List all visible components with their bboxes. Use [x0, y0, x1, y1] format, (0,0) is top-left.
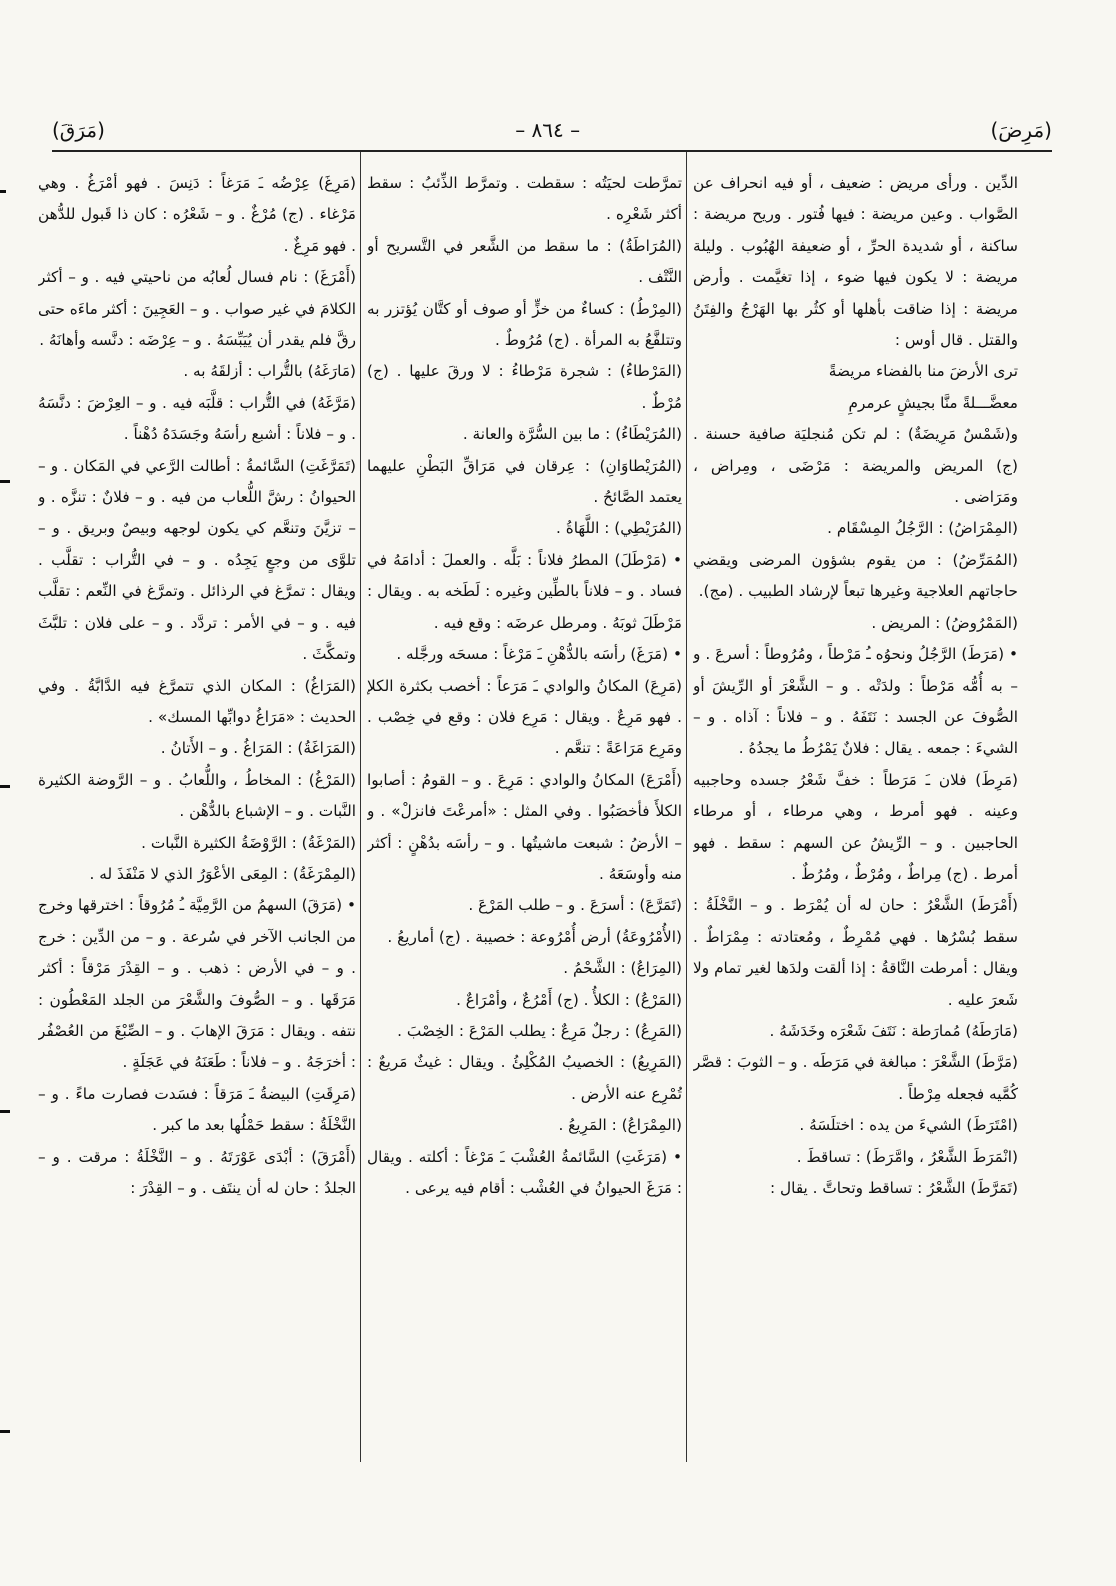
entry-paragraph: (المِرْطُ) : كساءٌ من خزٍّ أو صوف أو كتَّان يُؤتزر به وتتلفَّعُ به المرأة . (ج) مُرُوطٌ . [367, 299, 682, 350]
entry-paragraph: (مَرِقَتِ) البيضةُ ـَ مَرَقاً : فسَدت فصارت ماءً . و – النَّخْلَةُ : سقط حَمْلُها بعد ما كبر . [38, 1084, 356, 1135]
entry-paragraph: معضَّـــلةً منَّا بجيشٍ عرمرمِ [848, 393, 1018, 412]
header-rule [52, 150, 1052, 152]
entry-paragraph: ترى الأرضَ منا بالفضاء مريضةً [828, 362, 1018, 381]
entry-paragraph: (المَرَاغُ) : المكان الذي تتمرَّغ فيه الدَّابَّةُ . وفي الحديث : «مَرَاغُ دوابِّها المسك» . [38, 676, 356, 726]
entry-paragraph: (المِمْرَاعُ) : المَرِيعُ . [558, 1116, 682, 1135]
margin-mark [0, 190, 6, 193]
entry-paragraph: (مَرِعَ) المكانُ والوادي ـَ مَرَعاً : أخصب بكثرة الكلإ . فهو مَرِعٌ . ويقال : مَرِع فلان : وقع في خِصْب . ومَرِع مَرَاعَةً : تنعَّم . [367, 676, 682, 758]
entry-paragraph: (تَمَرَّغَتِ) السَّائمةُ : أطالت الرَّعي في المَكان . و – الحيوانُ : رشَّ اللُّعاب من فيه . و – فلانٌ : تنزَّه . و – تزيَّنَ وتنعَّم كي يكون لوجهه وبيصٌ وبريق . و – تلوَّى من وجعٍ يَجِدُه . و – في التُّراب : تقلَّب . ويقال : تمرَّغ في الرذائل . وتمرَّغ في النِّعم : تقلَّب فيه . و – في الأمر : تردَّد . و – على فلان : تلبَّثَ وتمكَّثَ . [38, 456, 356, 664]
page-number: – ٨٦٤ – [515, 118, 581, 142]
entry-paragraph: و(شَمْسٌ مَرِيضَةٌ) : لم تكن مُنجليَة صافية حسنة . (ج) المريض والمريضة : مَرْضَى ، ومِراض ، ومَرَاضى . [693, 425, 1018, 507]
entry-paragraph: (انْمَرَطَ الشَّعْرُ ، وامَّرَطَ) : تساقطَ . [796, 1147, 1018, 1166]
entry-paragraph: (تَمَرَّطَ) الشَّعْرُ : تساقط وتحاتَّ . يقال : [770, 1179, 1018, 1197]
entry-paragraph: (امْتَرَطَ) الشيءَ من يده : اختلَسَهُ . [799, 1116, 1018, 1135]
entry-paragraph: • (مَرَقَ) السهمُ من الرَّمِيَّة ـُ مُرُوقاً : اخترقها وخرج من الجانب الآخر في سُرعة . و – من الدِّين : خرج . و – في الأرض : ذهب . و – القِدْرَ مَرْقاً : أكثر مَرَقَها . و – الصُّوفَ والشَّعْرَ من الجلد المَعْطُون : نتفه . ويقال : مَرَقَ الإهابَ . و – الصِّبْغَ من العُصْفُر : أخرَجَهُ . و – فلاناً : طَعَنَهُ في عَجَلَةٍ . [38, 896, 356, 1072]
entry-paragraph: • (مَرَغَ) رأسَه بالدُّهْنِ ـَ مَرْغاً : مسحَه ورجَّله . [396, 645, 682, 664]
entry-paragraph: • (مَرَغَتِ) السَّائمةُ العُشْبَ ـَ مَرْغاً : أكلته . ويقال : مَرَغَ الحيوانُ في العُشْب : أقام فيه يرعى . [367, 1147, 682, 1197]
margin-mark [0, 480, 10, 483]
entry-paragraph: (المُرَيْطِي) : اللَّهَاةُ . [556, 519, 682, 538]
entry-paragraph: (المَرَاغَةُ) : المَرَاغُ . و – الأَتانُ . [160, 739, 356, 758]
entry-paragraph: (مَارَغَهُ) بالتُّراب : أزلقَهُ به . [183, 362, 356, 381]
entry-paragraph: (مَرِطَ) فلان ـَ مَرَطاً : خفَّ شَعْرُ جسده وحاجبيه وعينه . فهو أمرط ، وهي مرطاء ، أو مرطاء الحاجبين . و – الرِّيشُ عن السهم : سقط . فهو أمرط . (ج) مِراطٌ ، ومُرْطٌ ، ومُرُطٌ . [693, 770, 1018, 883]
entry-paragraph: • (مَرْطَلَ) المطرُ فلاناً : بَلَّه . والعملَ : أدامَهُ في فساد . و – فلاناً بالطِّين وغيره : لَطَخه به . ويقال : مَرْطَلَ ثوبَهُ . ومرطل عرضَه : وقع فيه . [367, 550, 682, 632]
page-header [52, 112, 1052, 148]
entry-paragraph: (المَرْغُ) : المخاطُ ، واللُّعابُ . و – الرَّوضة الكثيرة النَّبات . و – الإشباع بالدُّهْن . [38, 770, 356, 821]
entry-paragraph: (المُرَيْطاوَانِ) : عِرقان في مَرَاقِّ البَطْنِ عليهما يعتمد الصَّائحُ . [367, 456, 682, 507]
entry-paragraph: (المَرْغَةُ) : الرَّوْضَةُ الكثيرة النَّبات . [141, 833, 356, 852]
entry-paragraph: (مَرَّغَهُ) في التُّراب : قلَّبَه فيه . و – العِرْضَ : دنَّسَهُ . و – فلاناً : أشبع رأسَهُ وجَسَدَهُ دُهْناً . [38, 393, 356, 444]
column-middle [367, 168, 682, 1488]
column-right [693, 168, 1018, 1488]
header-left-keyword: (مَرَقَ) [52, 118, 105, 142]
entry-paragraph: (مَرَّطَ) الشَّعْرَ : مبالغة في مَرَطَه . و – الثوبَ : قصَّر كُمَّيه فجعله مِرْطاً . [693, 1053, 1018, 1103]
entry-paragraph: (المِمْرَغَةُ) : المِعَى الأعْوَرُ الذي لا مَنْفَذَ له . [89, 864, 356, 883]
entry-paragraph: تمرَّطت لحيَتُه : سقطت . وتمرَّط الذِّئبُ : سقط أكثر شَعْرِه . [367, 174, 682, 224]
entry-paragraph: (أَمْرَقَ) : أبْدَى عَوْرَتَهُ . و – النَّخْلَةُ : مرقت . و – الجلدُ : حان له أن ينتَف . و – القِدْرَ : [38, 1147, 356, 1197]
entry-paragraph: (تَمَرَّعَ) : أسرَعَ . و – طلب المَرْعَ . [468, 896, 682, 915]
entry-paragraph: (أَمْرَطَ) الشَّعْرُ : حان له أن يُمْرَط . و – النَّخْلَةُ : سقط بُسْرُها . فهي مُمْرِطٌ ، ومُعتادته : مِمْرَاطٌ . ويقال : أمرطت النَّاقةُ : إذا ألقت ولدَها لغير تمام ولا شَعرَ عليه . [693, 896, 1018, 1009]
entry-paragraph: (المُرَيْطَاءُ) : ما بين السُّرَّة والعانة . [462, 425, 682, 444]
margin-mark [0, 785, 10, 788]
column-left [38, 168, 356, 1488]
column-separator [686, 152, 687, 1462]
entry-paragraph: (الأُمْرُوعَةُ) أرض أُمْرُوعة : خصيبة . (ج) أماريعُ . [387, 927, 682, 946]
entry-paragraph: (أَمْرَغَ) : نام فسال لُعابُه من ناحيتي فيه . و – أكثر الكلامَ في غير صواب . و – العَجِينَ : أكثر ماءَه حتى رقَّ فلم يقدر أن يُيَبِّسَهُ . و – عِرْضَه : دنَّسه وأهانَهُ . [38, 268, 356, 350]
entry-paragraph: (المِرَاعُ) : الشَّحْمُ . [563, 959, 682, 978]
margin-mark [0, 1430, 10, 1433]
entry-paragraph: • (مَرَطَ) الرَّجُلُ ونحوُه ـُ مَرْطاً ، ومُرُوطاً : أسرعَ . و – به أُمُّه مَرْطاً : ولدَتْه . و – الشَّعْرَ أو الرِّيشَ أو الصُّوفَ عن الجسد : نَتَفَهُ . و – فلاناً : آذاه . و – الشيءَ : جمعه . يقال : فلانٌ يَمْرُطُ ما يجدُهُ . [693, 645, 1018, 758]
entry-paragraph: (المَرْعُ) : الكلأُ . (ج) أَمْرُعٌ ، وأمْرَاعٌ . [456, 990, 682, 1009]
entry-paragraph: (مَرِغَ) عِرْضُه ـَ مَرَغاً : دَنِسَ . فهو أمْرَغُ . وهي مَرْغاء . (ج) مُرْغٌ . و – شَعْرُه : كان ذا قَبول للدُّهن . فهو مَرِغٌ . [38, 174, 356, 255]
header-right-keyword: (مَرِضَ) [990, 118, 1052, 142]
entry-paragraph: (المِمْرَاضُ) : الرَّجُلُ المِسْقَام . [827, 519, 1018, 538]
entry-paragraph: (المَرِيعُ) : الخصيبُ المُكْلِئُ . ويقال : غيثٌ مَريعٌ : تُمْرِع عنه الأرض . [367, 1053, 682, 1103]
entry-paragraph: الدِّين . ورأى مريض : ضعيف ، أو فيه انحراف عن الصَّواب . وعين مريضة : فيها فُتور . وريح مريضة : ساكنة ، أو شديدة الحرِّ ، أو ضعيفة الهُبُوب . وليلة مريضة : لا يكون فيها ضوء ، إذا تغيَّمت . وأرض مريضة : إذا ضاقت بأهلها أو كثُر بها الهَرْجُ والفِتَنُ والقتل . قال أوس : [693, 174, 1018, 350]
entry-paragraph: (المُمَرِّضُ) : من يقوم بشؤون المرضى ويقضي حاجاتهم العلاجية وغيرها تبعاً لإرشاد الطبيب . (مج). [693, 550, 1018, 601]
entry-paragraph: (مَارَطَهُ) مُمارَطة : نَتَفَ شَعْرَه وخَدَشَهُ . [769, 1021, 1018, 1040]
entry-paragraph: (المَرْطاءُ) : شجرة مَرْطاءُ : لا ورقَ عليها . (ج) مُرْطٌ . [367, 362, 682, 412]
column-separator [360, 152, 361, 1462]
entry-paragraph: (المَمْرُوضُ) : المريض . [871, 613, 1018, 632]
margin-mark [0, 1110, 10, 1113]
entry-paragraph: (المَرِعُ) : رجلٌ مَرِعٌ : يطلب المَرْعَ : الخِصْبَ . [397, 1021, 682, 1040]
entry-paragraph: (المُرَاطَةُ) : ما سقط من الشَّعر في التَّسريح أو النَّتْف . [367, 236, 682, 287]
entry-paragraph: (أَمْرَعَ) المكانُ والوادي : مَرِعَ . و – القومُ : أصابوا الكلأَ فأخصَبُوا . وفي المثل : «أمرعْتَ فانزلْ» . و – الأرضُ : شبعت ماشيتُها . و – رأسَه بدُهْنٍ : أكثر منه وأوسَعَهُ . [367, 770, 682, 883]
